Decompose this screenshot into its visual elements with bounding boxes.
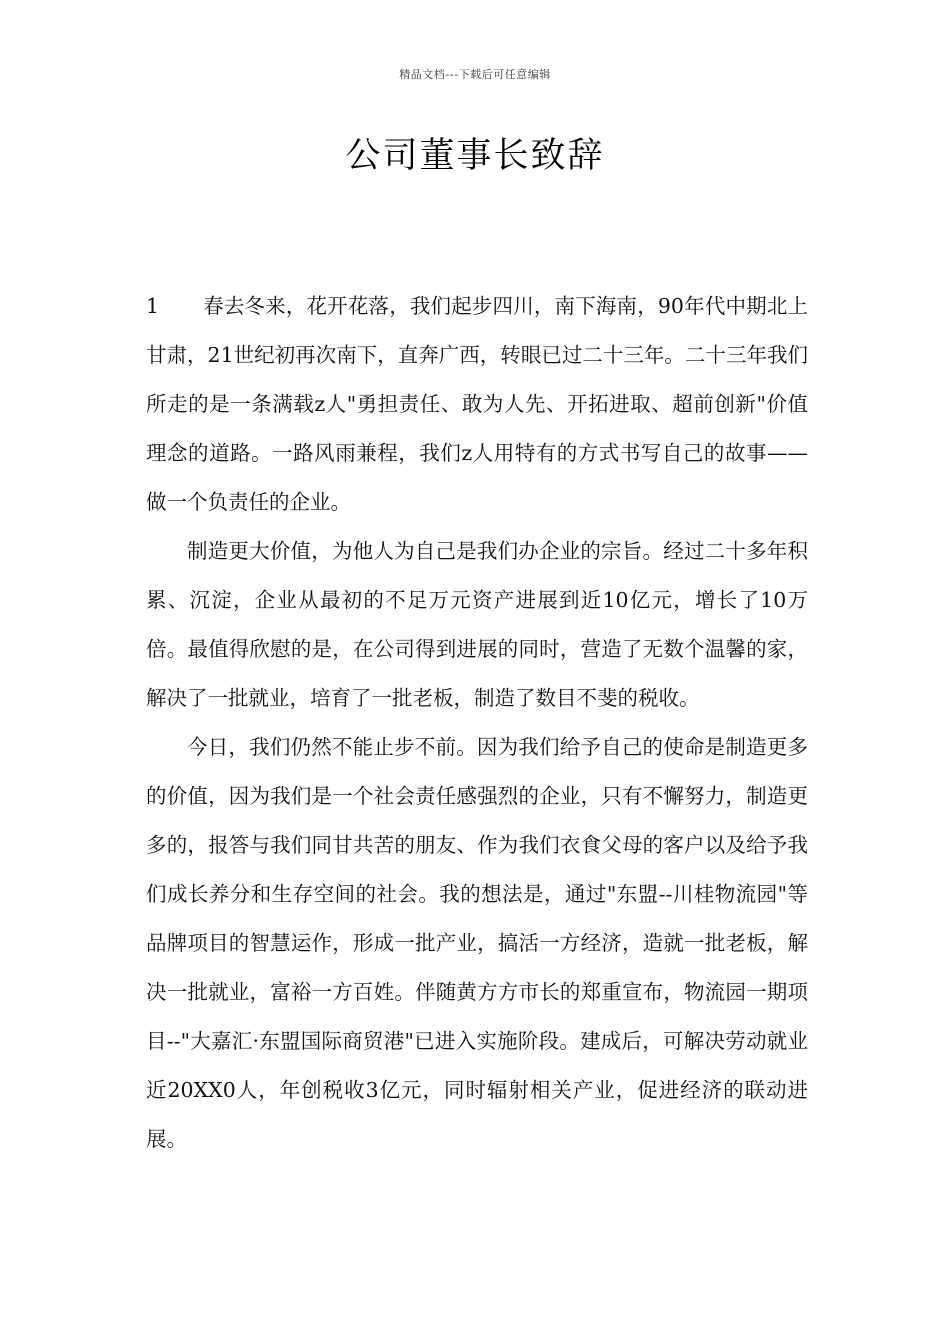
paragraph-2: 制造更大价值，为他人为自己是我们办企业的宗旨。经过二十多年积累、沉淀，企业从最初的不足万元资产进展到近10亿元，增长了10万倍。最值得欣慰的是，在公司得到进展的同时，营造了无数个温馨的家，解决了一批就业，培育了一批老板，制造了数目不斐的税收。 — [146, 539, 808, 710]
page-header-note: 精品文档---下载后可任意编辑 — [399, 68, 551, 81]
paragraph-3: 今日，我们仍然不能止步不前。因为我们给予自己的使命是制造更多的价值，因为我们是一个社会责任感强烈的企业，只有不懈努力，制造更多的，报答与我们同甘共苦的朋友、作为我们衣食父母的客户以及给予我们成长养分和生存空间的社会。我的想法是，通过"东盟--川桂物流园"等品牌项目的智慧运作，形成一批产业，搞活一方经济，造就一批老板，解决一批就业，富裕一方百姓。伴随黄方方市长的郑重宣布，物流园一期项目--"大嘉汇·东盟国际商贸港"已进入实施阶段。建成后，可解决劳动就业近20XX0人，年创税收3亿元，同时辐射相关产业，促进经济的联动进展。 — [146, 735, 808, 1151]
document-title: 公司董事长致辞 — [345, 136, 605, 176]
paragraph-1 — [146, 282, 808, 527]
document-body — [146, 282, 808, 1164]
paragraph-number: 1 — [146, 294, 160, 318]
paragraph-1-text: 春去冬来，花开花落，我们起步四川，南下海南，90年代中期北上甘肃，21世纪初再次南下，直奔广西，转眼已过二十三年。二十三年我们所走的是一条满载z人"勇担责任、敢为人先、开拓进取、超前创新"价值理念的道路。一路风雨兼程，我们z人用特有的方式书写自己的故事——做一个负责任的企业。 — [146, 294, 808, 514]
